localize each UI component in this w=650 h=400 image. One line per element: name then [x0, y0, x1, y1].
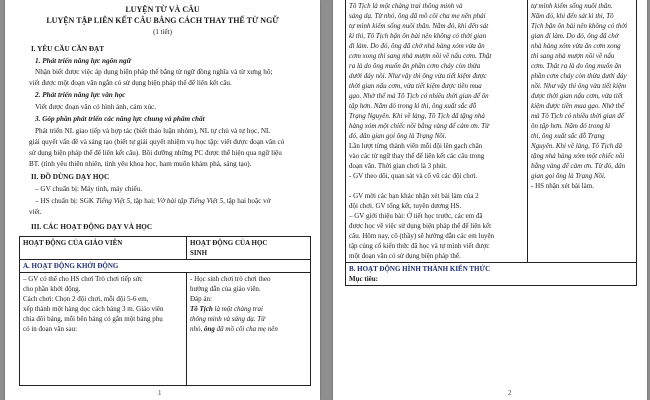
- story-line: Tô Tịch là một chàng trai thông minh và: [349, 2, 463, 10]
- story-line: gian gọi ông là Trạng Nồi.: [531, 172, 606, 180]
- story-line: tự mình kiếm sống nuôi thân.: [531, 2, 613, 10]
- story-line: sáng dạ. Từ nhỏ, ông đã mồ côi cha mẹ nên phải: [349, 12, 486, 20]
- story-line: thi, ông xuất sắc đỗ Trạng: [531, 132, 605, 140]
- story-line: Tịch bận ôn bài nên không có thời: [531, 22, 628, 30]
- story-line: ôn tập hơn. Năm đó trong kì: [531, 122, 611, 130]
- story-line: thời gian nấu cơm, vừa tiết kiệm được tiền mua: [349, 82, 482, 90]
- subheading-1-2: 2. Phát triển năng lực văn học: [35, 91, 126, 99]
- story-line: kì thi, Tô Tịch bận ôn bài nên không có thời gian: [349, 32, 487, 40]
- story-line: Trạng Nguyên. Khi về làng, Tô Tịch đã tặng nhà: [349, 112, 485, 120]
- section-heading-3: III. CÁC HOẠT ĐỘNG DẠY VÀ HỌC: [31, 223, 153, 231]
- story-line: tập hơn. Năm đó trong kì thi, ông xuất sắc đỗ: [349, 102, 477, 110]
- gv-cell: – GV có thể cho HS chơi Trò chơi tiếp sức cho phần khởi động. Cách chơi: Chọn 2 đội chơi, mỗi đội 5-6 em, xếp thành một hàng dọc cách bảng 3 m. Giáo viên chia đôi bảng, mỗi bên bảng có gắn một bảng phụ có in đoạn văn sau:: [20, 273, 187, 386]
- text-line: sử dụng biện pháp thế để liên kết câu). Bồi dưỡng những PC được thể hiện qua ngữ liệu: [29, 149, 282, 157]
- story-line: đó, dân gian gọi ông là Trạng Nồi.: [349, 132, 447, 140]
- table-row: [346, 263, 637, 286]
- subheading-1-1: 1. Phát triển năng lực ngôn ngữ: [35, 57, 131, 65]
- story-line: tặng nhà hàng xóm một chiếc nồi: [531, 152, 625, 160]
- story-line: gian đi làm. Do đó, ông đã chở: [531, 32, 619, 40]
- story-line: Nguyên. Khi về làng, Tô Tịch đã: [531, 142, 622, 150]
- table-header-hs: HOẠT ĐỘNG CỦA HỌC SINH: [187, 237, 311, 260]
- table-row: [20, 260, 311, 273]
- text-line: Phát triển NL giao tiếp và hợp tác (biết thảo luận nhóm), NL tự chủ và tự học, NL: [35, 127, 271, 135]
- text-line: Viết được đoạn văn có hình ảnh, cảm xúc.: [35, 103, 157, 111]
- story-line: ra là do ông muốn ăn phần cơm cháy còn thừa: [349, 62, 481, 70]
- story-line: nhà hàng xóm vừa ăn cơm xong: [531, 42, 621, 50]
- story-line: đi làm. Do đó, ông đã chở nhà hàng xóm vừa ăn: [349, 42, 485, 50]
- story-line: thì sang nhà mượn nồi về nấu: [531, 52, 615, 60]
- text-line: giải quyết vấn đề và sáng tạo (biết tự giải quyết nhiệm vụ học tập: viết được đoạn văn có: [29, 138, 285, 146]
- story-line: gạo. Nhờ thế mà Tô Tịch có nhiều thời gian để ôn: [349, 92, 489, 100]
- table-header-row: [20, 237, 311, 260]
- story-line: dưới đáy nồi. Như vậy thì ông vừa tiết kiệm được: [349, 72, 487, 80]
- story-line: tự mình kiếm sống nuôi thân. Nằm đó, khi đến sát: [349, 22, 489, 30]
- story-line: cơm xong thì sang nhà mượn nồi về nấu cơm. Thật: [349, 52, 492, 60]
- lesson-periods: (1 tiết): [153, 28, 172, 36]
- gv-cell: Tô Tịch là một chàng trai thông minh và sáng dạ. Từ nhỏ, ông đã mồ côi cha mẹ nên phải tự mình kiếm sống nuôi thân. Nằm đó, khi đến sát kì thi, Tô Tịch bận ôn bài nên không có thời gian đi làm. Do đó, ông đã chở nhà hàng xóm vừa ăn cơm xong thì sang nhà mượn nồi về nấu cơm. Thật ra là do ông muốn ăn phần cơm cháy còn thừa dưới đáy nồi. Như vậy thì ông vừa tiết kiệm được thời gian nấu cơm, vừa tiết kiệm được tiền mua gạo. Nhờ thế mà Tô Tịch có nhiều thời gian để ôn tập hơn. Năm đó trong kì thi, ông xuất sắc đỗ Trạng Nguyên. Khi về làng, Tô Tịch đã tặng nhà hàng xóm một chiếc nồi bằng vàng để cảm ơn. Từ đó, dân gian gọi ông là Trạng Nồi. Lần lượt từng thành viên mỗi đội lên gạch chân vào các từ ngữ thay thế để liên kết các câu trong đoạn văn. Thời gian chơi là 3 phút. - GV theo dõi, quan sát và cổ vũ các đội chơi. - GV mời các bạn khác nhận xét bài làm của 2 đội chơi. GV tổng kết, tuyên dương HS. – GV giới thiệu bài: Ở tiết học trước, các em đã được học về việc sử dụng biện pháp thế để liên kết câu. Hôm nay, cô (thầy) sẽ hướng dẫn các em luyện tập củng cố kiến thức đã học và tự mình viết được một đoạn văn có sử dụng biện pháp thế.: [346, 0, 528, 263]
- text-line: viết được một đoạn văn ngắn có sử dụng biện pháp thế để liên kết câu.: [29, 79, 232, 87]
- story-line: hàng xóm một chiếc nồi bằng vàng để cảm ơn. Từ: [349, 122, 489, 130]
- activity-b-heading: B. HOẠT ĐỘNG HÌNH THÀNH KIẾN THỨC Mục tiêu:: [346, 263, 637, 286]
- text-line: BT. (tình yêu thiên nhiên, tình yêu khoa học, ham muốn khám phá, sáng tạo).: [29, 160, 252, 168]
- page-number: 2: [508, 389, 512, 397]
- story-line: nồi. Như vậy thì ông vừa tiết kiệm: [531, 82, 627, 90]
- lesson-title: LUYỆN TẬP LIÊN KẾT CÂU BẰNG CÁCH THAY THẾ TỪ NGỮ: [46, 16, 279, 25]
- text-line: Nhận biết được việc áp dụng biện pháp thế bằng từ ngữ đồng nghĩa và từ xưng hô;: [35, 68, 273, 76]
- page-number: 1: [158, 389, 162, 397]
- table-header-gv: HOẠT ĐỘNG CỦA GIÁO VIÊN: [20, 237, 187, 260]
- activity-a-heading: A. HOẠT ĐỘNG KHỞI ĐỘNG: [20, 260, 311, 273]
- story-line: phần cơm cháy còn thừa dưới đáy: [531, 72, 627, 80]
- section-heading-1: I. YÊU CẦU CẦN ĐẠT: [31, 45, 105, 53]
- hs-prep-cont: viết.: [29, 208, 42, 216]
- document-page-2: [333, 0, 647, 400]
- subheading-1-3: 3. Góp phần phát triển các năng lực chung và phẩm chất: [35, 115, 205, 123]
- section-heading-2: II. ĐỒ DÙNG DẠY HỌC: [31, 173, 110, 181]
- hs-prep: – HS chuẩn bị: SGK Tiếng Việt 5, tập hai; Vở bài tập Tiếng Việt 5, tập hai hoặc vở: [35, 197, 271, 205]
- story-line: kiệm được tiền mua gạo. Nhờ thế: [531, 102, 625, 110]
- hs-cell: - Học sinh chơi trò chơi theo hướng dẫn của giáo viên. Đáp án: Tô Tịch là một chàng trai thông minh và sáng dạ. Từ nhỏ, ông đã mồ côi cha mẹ nên: [187, 273, 311, 386]
- activities-table-cont: [345, 0, 637, 286]
- hs-cell: tự mình kiếm sống nuôi thân. Năm đó, khi đến sát kì thi, Tô Tịch bận ôn bài nên không có thời gian đi làm. Do đó, ông đã chở nhà hàng xóm vừa ăn cơm xong thì sang nhà mượn nồi về nấu cơm. Thật ra là do ông muốn ăn phần cơm cháy còn thừa dưới đáy nồi. Như vậy thì ông vừa tiết kiệm được thời gian nấu cơm, vừa tiết kiệm được tiền mua gạo. Nhờ thế mà Tô Tịch có nhiều thời gian để ôn tập hơn. Năm đó trong kì thi, ông xuất sắc đỗ Trạng Nguyên. Khi về làng, Tô Tịch đã tặng nhà hàng xóm một chiếc nồi bằng vàng để cảm ơn. Từ đó, dân gian gọi ông là Trạng Nồi. - HS nhận xét bài làm.: [528, 0, 637, 263]
- activities-table: [19, 236, 311, 386]
- table-row: [20, 273, 311, 386]
- story-line: Năm đó, khi đến sát kì thi, Tô: [531, 12, 614, 20]
- lesson-category: LUYỆN TỪ VÀ CÂU: [125, 5, 200, 14]
- story-line: mà Tô Tịch có nhiều thời gian để: [531, 112, 624, 120]
- gv-prep: – GV chuẩn bị: Máy tính, máy chiếu.: [35, 185, 143, 193]
- table-row: [346, 0, 637, 263]
- story-line: cơm. Thật ra là do ông muốn ăn: [531, 62, 622, 70]
- story-line: bằng vàng để cảm ơn. Từ đó, dân: [531, 162, 626, 170]
- story-line: được thời gian nấu cơm, vừa tiết: [531, 92, 623, 100]
- document-page-1: [5, 0, 320, 400]
